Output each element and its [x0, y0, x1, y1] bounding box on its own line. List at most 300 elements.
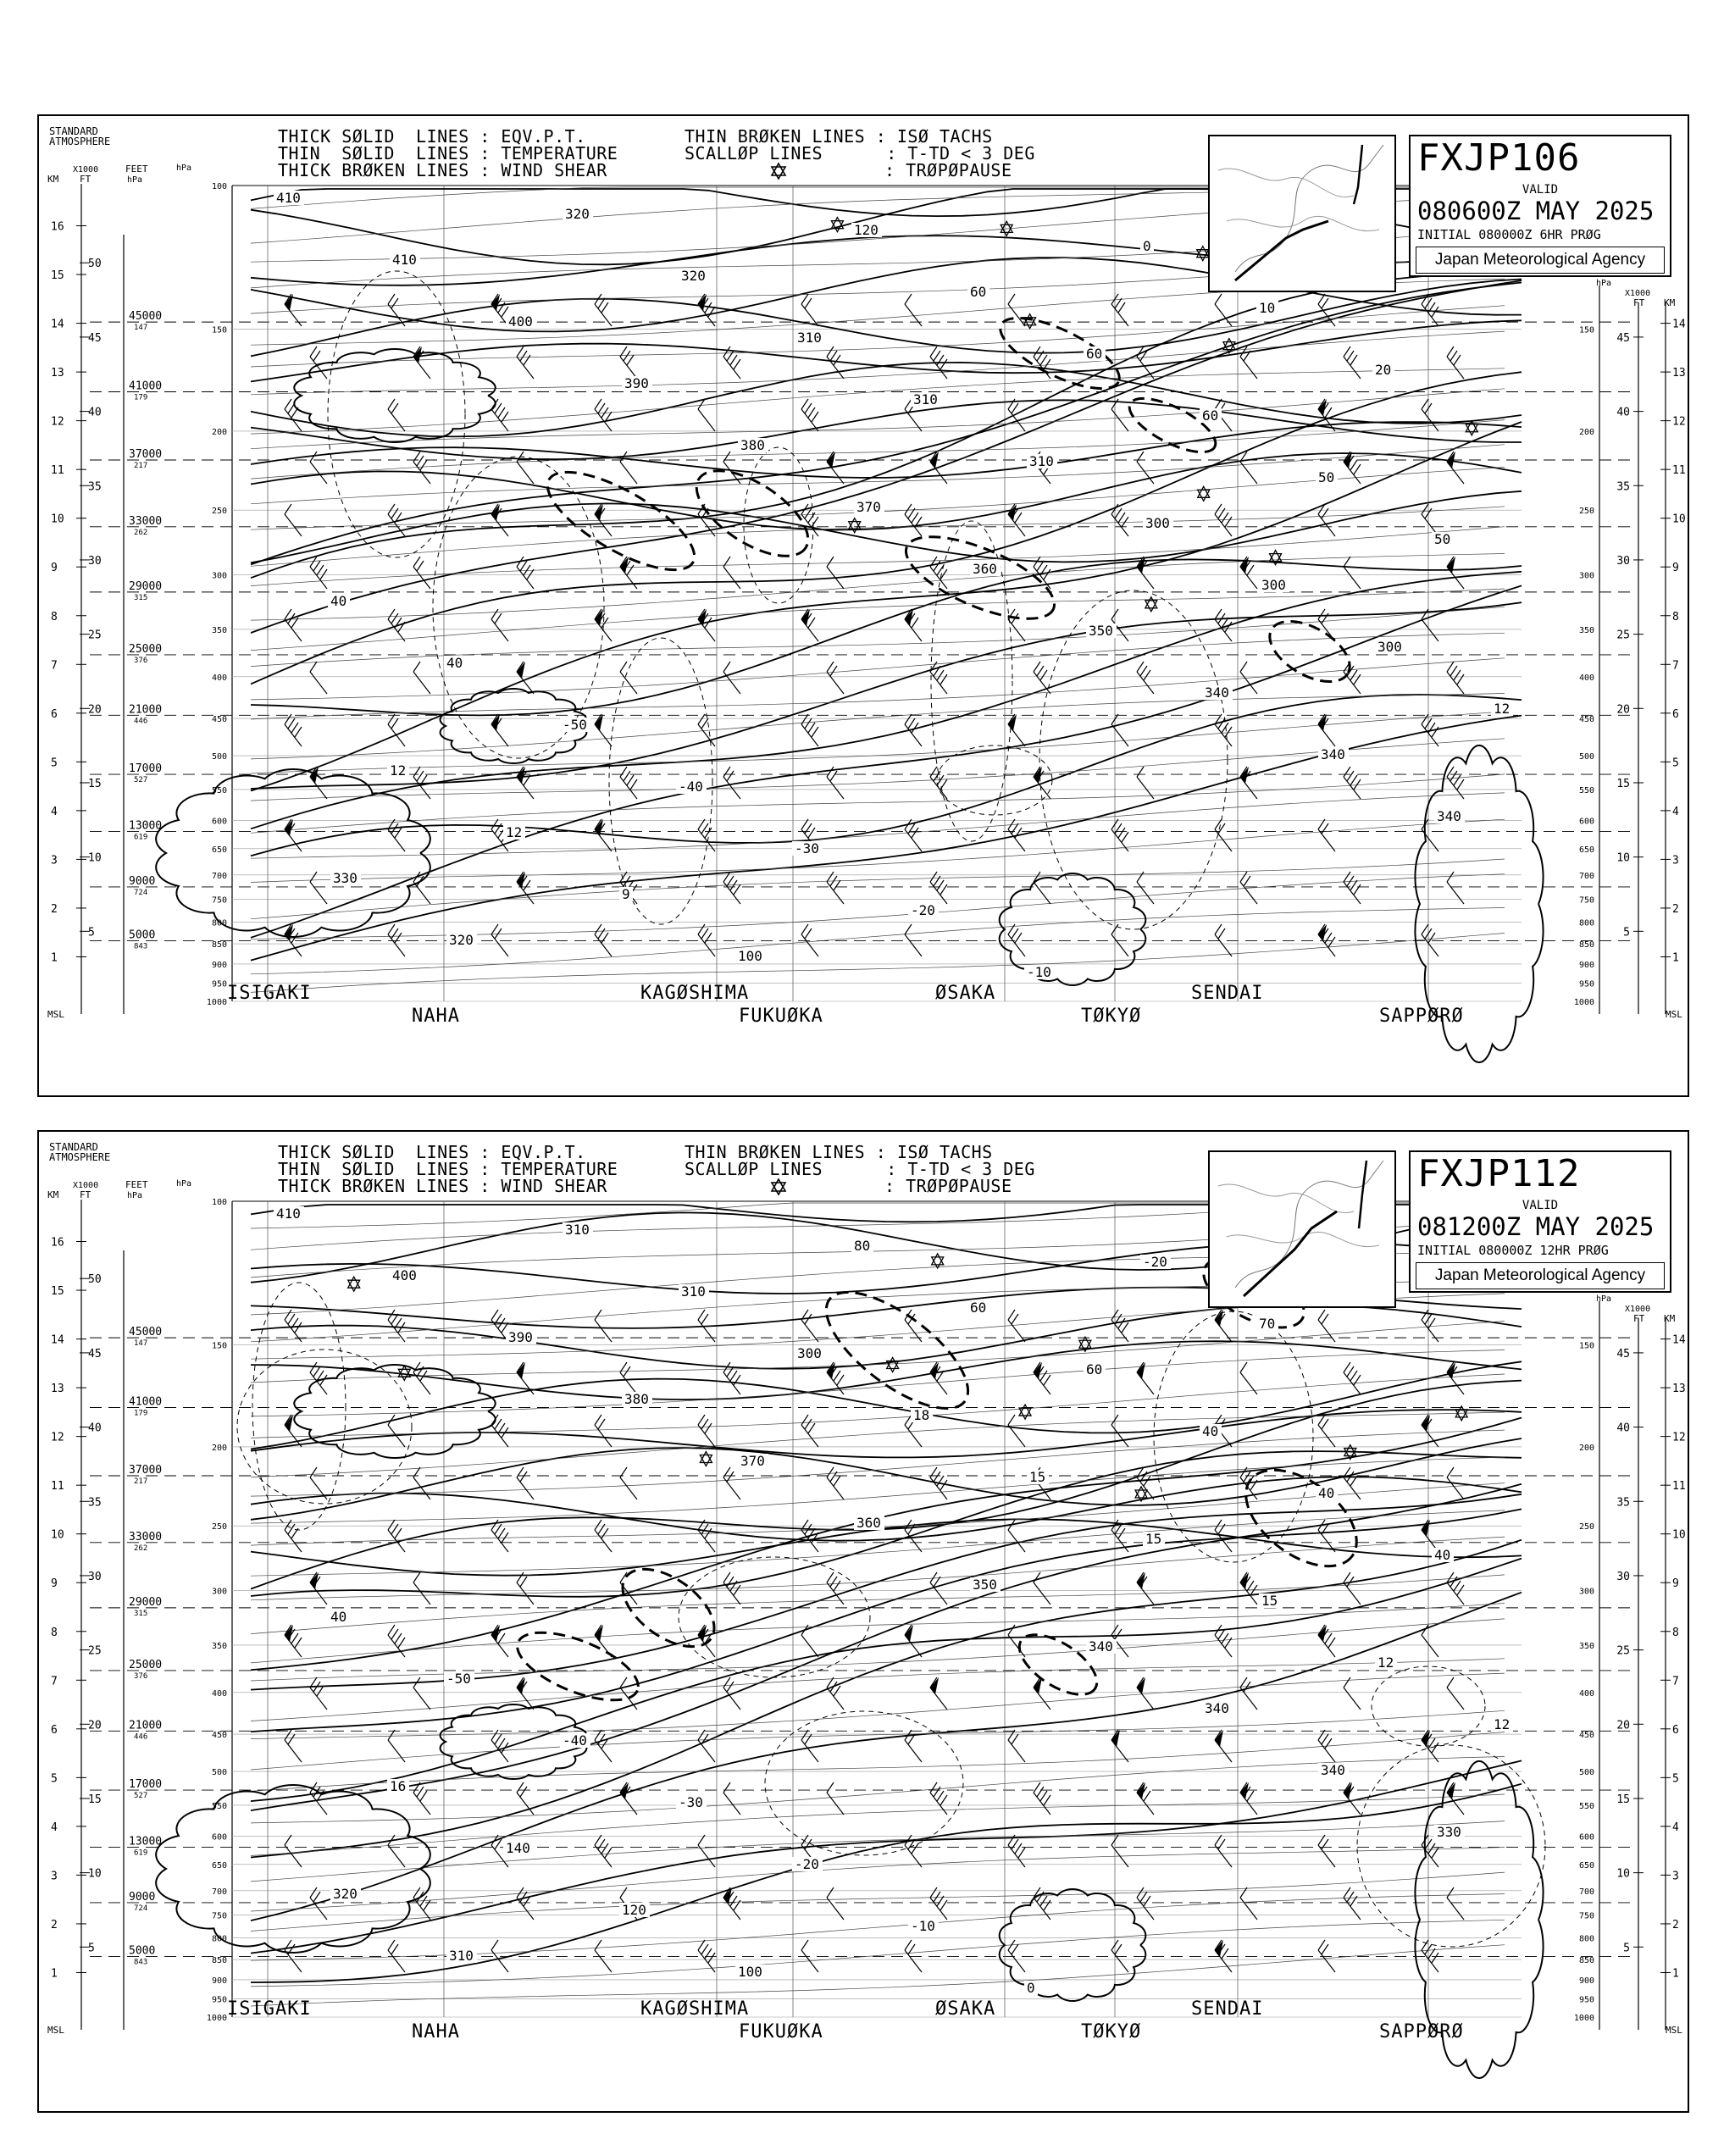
wind-barb-icon	[1008, 399, 1025, 431]
wind-barb-icon	[1344, 1782, 1361, 1815]
station-osaka: ØSAKA	[935, 1998, 996, 2020]
wind-barb-icon	[310, 767, 327, 799]
wind-barb-icon	[1447, 1362, 1464, 1394]
wind-barb-icon	[285, 1940, 302, 1972]
station-kagoshima: KAGØSHIMA	[640, 1998, 750, 2020]
feet-unit-label: FEET	[125, 164, 148, 175]
legend-line-2-left: THIN SØLID LINES : TEMPERATURE	[278, 143, 618, 164]
contour-label: 12	[1494, 701, 1511, 717]
right-kft-tick-label: 25	[1616, 1644, 1630, 1658]
wind-shear-contour	[808, 1272, 985, 1429]
standard-level-feet: 33000	[129, 1530, 163, 1544]
right-msl-label: MSL	[1666, 2025, 1682, 2036]
standard-level-feet: 25000	[129, 642, 163, 656]
tropopause-star-icon	[769, 1178, 788, 1196]
wind-barb-icon	[285, 924, 302, 956]
pressure-tick-label: 100	[211, 182, 227, 191]
pressure-tick-label: 300	[211, 1587, 227, 1597]
wind-barb-icon	[413, 346, 430, 379]
tropopause-star-icon	[932, 1254, 944, 1265]
km-tick-label: 5	[51, 1772, 58, 1786]
standard-level-hpa: 262	[134, 1544, 148, 1553]
km-tick-label: 8	[51, 1626, 58, 1639]
right-km-tick-label: 8	[1672, 1626, 1679, 1639]
right-pressure-tick-label: 600	[1578, 817, 1594, 827]
standard-level-feet: 21000	[129, 1719, 163, 1732]
standard-level-hpa: 843	[134, 1958, 148, 1967]
wind-barb-icon	[491, 1520, 508, 1552]
standard-level-hpa: 315	[134, 1609, 148, 1618]
temperature-line	[251, 589, 1505, 651]
wind-barb-icon	[1008, 1730, 1025, 1762]
hpa-unit-label: hPa	[176, 1179, 192, 1189]
contour-label: -40	[563, 1732, 587, 1749]
ft-unit-label: FT	[80, 174, 91, 185]
contour-label: 100	[738, 948, 762, 964]
right-km-tick-label: 3	[1672, 854, 1679, 867]
wind-barb-icon	[1344, 557, 1361, 589]
wind-barb-icon	[698, 1625, 715, 1657]
contour-label: 40	[330, 1609, 347, 1625]
right-pressure-tick-label: 900	[1578, 1976, 1594, 1986]
wind-barb-icon	[1111, 819, 1128, 851]
contour-label: 15	[1145, 1531, 1162, 1547]
right-km-tick-label: 11	[1672, 464, 1686, 478]
pressure-tick-label: 850	[211, 940, 227, 951]
right-pressure-tick-label: 850	[1578, 940, 1594, 951]
msl-label: MSL	[47, 2025, 64, 2036]
contour-label: 350	[973, 1577, 997, 1593]
contour-label: -20	[795, 1856, 819, 1872]
contour-label: -50	[446, 1671, 471, 1687]
right-kft-tick-label: 40	[1616, 406, 1630, 419]
pressure-tick-label: 750	[211, 1911, 227, 1921]
wind-barb-icon	[801, 1520, 818, 1552]
wind-barb-icon	[1447, 452, 1464, 484]
station-sapporo: SAPPØRØ	[1379, 1006, 1464, 1027]
right-km-tick-label: 13	[1672, 1383, 1686, 1396]
wind-barb-icon	[1344, 1467, 1361, 1499]
legend-line-3-left: THICK BRØKEN LINES : WIND SHEAR	[278, 160, 607, 180]
contour-label: 70	[1259, 1316, 1276, 1332]
temperature-line	[251, 1794, 1505, 1856]
right-km-tick-label: 2	[1672, 902, 1679, 916]
wind-barb-icon	[388, 714, 405, 746]
wind-barb-icon	[1447, 346, 1464, 379]
station-kagoshima: KAGØSHIMA	[640, 983, 750, 1004]
wind-barb-icon	[413, 452, 430, 484]
wind-barb-icon	[801, 924, 818, 956]
wind-barb-icon	[517, 872, 534, 904]
wind-barb-icon	[827, 1677, 844, 1710]
right-km-tick-label: 4	[1672, 1821, 1679, 1834]
wind-barb-icon	[930, 1677, 947, 1710]
right-km-tick-label: 6	[1672, 707, 1679, 721]
wind-barb-icon	[801, 294, 818, 326]
wind-barb-icon	[827, 662, 844, 694]
wind-barb-icon	[413, 1782, 430, 1815]
wind-barb-icon	[1344, 1887, 1361, 1920]
wind-barb-icon	[698, 1835, 715, 1867]
standard-level-feet: 9000	[129, 1890, 156, 1904]
right-kft-tick-label: 15	[1616, 1793, 1630, 1806]
contour-label: 20	[1375, 362, 1392, 378]
contour-label: 310	[797, 330, 822, 346]
contour-label: 390	[508, 1329, 533, 1345]
wind-barb-icon	[801, 609, 818, 641]
tropopause-star-icon	[1019, 1405, 1031, 1416]
km-tick-label: 6	[51, 707, 58, 721]
right-kft-tick-label: 35	[1616, 480, 1630, 494]
standard-level-hpa: 446	[134, 1732, 148, 1742]
pressure-tick-label: 350	[211, 625, 227, 635]
wind-barb-icon	[1447, 1677, 1464, 1710]
km-tick-label: 3	[51, 1870, 58, 1883]
cross-section-panel-1	[37, 114, 1689, 1097]
wind-barb-icon	[595, 819, 612, 851]
kft-tick-label: 45	[88, 331, 102, 345]
right-kft-tick-label: 10	[1616, 1867, 1630, 1881]
eqv-pt-contour	[251, 1410, 1522, 1457]
contour-label: 300	[1377, 639, 1402, 655]
right-kft-tick-label: 15	[1616, 777, 1630, 790]
standard-level-hpa: 179	[134, 1409, 148, 1418]
right-pressure-tick-label: 200	[1578, 1443, 1594, 1453]
km-tick-label: 1	[51, 951, 58, 965]
temperature-line	[251, 1821, 1505, 1882]
temperature-line	[251, 1848, 1505, 1912]
standard-level-feet: 5000	[129, 1944, 156, 1958]
contour-label: -30	[679, 1794, 703, 1810]
wind-barb-icon	[285, 1310, 302, 1342]
km-tick-label: 15	[51, 1285, 64, 1299]
wind-barb-icon	[595, 1415, 612, 1447]
right-km-tick-label: 5	[1672, 1772, 1679, 1786]
pressure-tick-label: 200	[211, 1443, 227, 1453]
wind-barb-icon	[620, 767, 637, 799]
hpa-sub-label: hPa	[127, 1191, 143, 1200]
temperature-line	[251, 1894, 1505, 1961]
contour-label: 40	[1202, 1423, 1219, 1439]
km-tick-label: 11	[51, 464, 64, 478]
wind-barb-icon	[1318, 1415, 1335, 1447]
wind-barb-icon	[413, 1362, 430, 1394]
isotach-contour	[252, 1283, 346, 1530]
km-tick-label: 5	[51, 757, 58, 770]
wind-barb-icon	[595, 1835, 612, 1867]
contour-label: 12	[390, 762, 407, 779]
wind-barb-icon	[1318, 1310, 1335, 1342]
wind-barb-icon	[801, 399, 818, 431]
contour-label: 120	[622, 1902, 646, 1918]
surface-map-icon	[1210, 136, 1394, 291]
contour-label: 120	[854, 222, 879, 238]
contour-label: 340	[1321, 1762, 1345, 1778]
kft-tick-label: 50	[88, 1273, 102, 1287]
moist-scallop-region	[1000, 1889, 1146, 2001]
wind-barb-icon	[1344, 872, 1361, 904]
wind-barb-icon	[388, 924, 405, 956]
station-osaka: ØSAKA	[935, 983, 996, 1004]
pressure-tick-label: 500	[211, 752, 227, 762]
contour-label: 60	[1202, 407, 1219, 424]
wind-barb-icon	[1240, 1362, 1257, 1394]
wind-barb-icon	[1240, 452, 1257, 484]
contour-label: -50	[563, 717, 587, 733]
right-pressure-tick-label: 900	[1578, 960, 1594, 970]
wind-barb-icon	[595, 609, 612, 641]
km-tick-label: 12	[51, 415, 64, 429]
contour-label: 350	[1089, 623, 1113, 639]
kft-tick-label: 20	[88, 1719, 102, 1732]
right-kft-tick-label: 20	[1616, 1719, 1630, 1732]
wind-barb-icon	[1111, 1310, 1128, 1342]
x1000-label: X1000	[73, 165, 99, 175]
right-pressure-tick-label: 650	[1578, 1860, 1594, 1871]
pressure-tick-label: 400	[211, 673, 227, 683]
legend-line-1-right: THIN BRØKEN LINES : ISØ TACHS	[685, 126, 993, 147]
wind-barb-icon	[1318, 1835, 1335, 1867]
contour-label: -20	[1143, 1254, 1167, 1270]
product-id-box-1	[1409, 135, 1671, 277]
km-tick-label: 4	[51, 1821, 58, 1834]
temperature-line	[251, 819, 1505, 882]
wind-barb-icon	[388, 819, 405, 851]
temperature-line	[251, 633, 1505, 700]
wind-barb-icon	[723, 662, 740, 694]
contour-label: 320	[333, 1886, 358, 1902]
right-kft-tick-label: 5	[1623, 926, 1630, 939]
kft-tick-label: 30	[88, 1570, 102, 1583]
kft-tick-label: 5	[88, 926, 95, 939]
km-tick-label: 3	[51, 854, 58, 867]
station-naha: NAHA	[412, 2021, 460, 2042]
right-km-tick-label: 9	[1672, 562, 1679, 575]
contour-label: 50	[1318, 469, 1335, 485]
wind-barb-icon	[620, 346, 637, 379]
pressure-tick-label: 350	[211, 1641, 227, 1651]
wind-barb-icon	[1008, 1415, 1025, 1447]
km-tick-label: 10	[51, 513, 64, 526]
km-unit-label: KM	[47, 174, 59, 185]
standard-level-hpa: 217	[134, 1477, 148, 1487]
standard-level-feet: 37000	[129, 1464, 163, 1477]
right-km-tick-label: 5	[1672, 757, 1679, 770]
wind-barb-icon	[595, 924, 612, 956]
kft-tick-label: 35	[88, 1496, 102, 1510]
wind-barb-icon	[620, 1362, 637, 1394]
right-km-tick-label: 14	[1672, 318, 1686, 331]
initial-time: INITIAL 080000Z 12HR PRØG	[1417, 1243, 1609, 1258]
contour-label: 60	[970, 1300, 987, 1316]
km-tick-label: 2	[51, 1918, 58, 1932]
standard-level-feet: 17000	[129, 1778, 163, 1792]
contour-label: 40	[330, 593, 347, 609]
contour-label: 410	[392, 252, 417, 268]
wind-barb-icon	[1008, 294, 1025, 326]
valid-time: 081200Z MAY 2025	[1417, 1212, 1655, 1241]
pressure-tick-label: 800	[211, 1934, 227, 1944]
wind-barb-icon	[1137, 662, 1154, 694]
tropopause-star-icon	[1079, 1337, 1091, 1348]
pressure-tick-label: 600	[211, 817, 227, 827]
temperature-line	[251, 1920, 1505, 1987]
standard-level-feet: 29000	[129, 579, 163, 593]
wind-barb-icon	[1215, 1310, 1232, 1342]
station-isigaki: ISIGAKI	[227, 983, 312, 1004]
wind-barb-icon	[1240, 767, 1257, 799]
right-pressure-tick-label: 800	[1578, 1934, 1594, 1944]
station-sapporo: SAPPØRØ	[1379, 2021, 1464, 2042]
pressure-tick-label: 700	[211, 871, 227, 881]
wind-barb-icon	[1447, 1887, 1464, 1920]
wind-barb-icon	[285, 1835, 302, 1867]
eqv-pt-contour	[251, 453, 1522, 530]
wind-barb-icon	[517, 452, 534, 484]
wind-barb-icon	[388, 399, 405, 431]
contour-label: 330	[1437, 1824, 1461, 1840]
km-tick-label: 13	[51, 367, 64, 380]
wind-barb-icon	[905, 504, 922, 536]
km-tick-label: 9	[51, 562, 58, 575]
wind-barb-icon	[491, 609, 508, 641]
pressure-tick-label: 150	[211, 325, 227, 335]
contour-label: 340	[1089, 1638, 1113, 1654]
temperature-line	[251, 369, 1505, 434]
pressure-tick-label: 1000	[206, 2014, 227, 2023]
right-km-tick-label: 14	[1672, 1333, 1686, 1347]
wind-barb-icon	[1215, 609, 1232, 641]
wind-barb-icon	[1137, 1782, 1154, 1815]
wind-barb-icon	[801, 714, 818, 746]
standard-level-feet: 5000	[129, 928, 156, 942]
wind-barb-icon	[1240, 1677, 1257, 1710]
wind-barb-icon	[1422, 924, 1438, 956]
pressure-tick-label: 450	[211, 1731, 227, 1741]
standard-level-hpa: 724	[134, 1904, 148, 1913]
tropopause-star-icon	[1019, 1408, 1031, 1419]
right-km-tick-label: 8	[1672, 610, 1679, 624]
isotach-contour	[1357, 1745, 1545, 1947]
right-km-unit-label: KM	[1664, 297, 1676, 308]
standard-level-feet: 21000	[129, 703, 163, 717]
contour-label: 9	[622, 886, 630, 902]
legend-line-2-right: SCALLØP LINES : T-TD < 3 DEG	[685, 1159, 1035, 1179]
wind-barb-icon	[595, 1730, 612, 1762]
standard-level-hpa: 376	[134, 656, 148, 665]
wind-barb-icon	[620, 1782, 637, 1815]
wind-barb-icon	[285, 1520, 302, 1552]
wind-barb-icon	[595, 1940, 612, 1972]
right-pressure-tick-label: 400	[1578, 673, 1594, 683]
wind-barb-icon	[930, 1362, 947, 1394]
kft-tick-label: 10	[88, 1867, 102, 1881]
temperature-line	[251, 389, 1505, 449]
contour-label: 300	[1261, 577, 1286, 593]
right-pressure-tick-label: 950	[1578, 979, 1594, 989]
wind-barb-icon	[1137, 1572, 1154, 1605]
temperature-line	[251, 739, 1505, 801]
standard-level-hpa: 315	[134, 593, 148, 602]
right-km-tick-label: 1	[1672, 1967, 1679, 1981]
standard-level-feet: 45000	[129, 1326, 163, 1339]
right-pressure-tick-label: 650	[1578, 845, 1594, 855]
wind-barb-icon	[517, 346, 534, 379]
wind-barb-icon	[285, 1730, 302, 1762]
wind-barb-icon	[930, 1887, 947, 1920]
right-pressure-tick-label: 500	[1578, 1768, 1594, 1778]
km-tick-label: 10	[51, 1528, 64, 1542]
wind-barb-icon	[723, 1887, 740, 1920]
pressure-tick-label: 750	[211, 895, 227, 906]
wind-barb-icon	[1447, 557, 1464, 589]
station-tokyo: TØKYØ	[1081, 1006, 1142, 1027]
km-tick-label: 7	[51, 659, 58, 673]
wind-barb-icon	[1318, 1625, 1335, 1657]
valid-label: VALID	[1522, 183, 1559, 197]
wind-barb-icon	[1008, 609, 1025, 641]
pressure-tick-label: 400	[211, 1688, 227, 1699]
standard-level-feet: 29000	[129, 1595, 163, 1609]
product-id-box-2	[1409, 1150, 1671, 1293]
right-pressure-tick-label: 150	[1578, 1341, 1594, 1351]
standard-level-feet: 17000	[129, 762, 163, 776]
wind-barb-icon	[801, 1730, 818, 1762]
contour-label: 340	[1205, 684, 1229, 701]
wind-barb-icon	[491, 1940, 508, 1972]
kft-tick-label: 5	[88, 1942, 95, 1955]
right-kft-tick-label: 45	[1616, 1347, 1630, 1361]
right-pressure-tick-label: 700	[1578, 1887, 1594, 1897]
standard-level-feet: 13000	[129, 819, 163, 833]
pressure-tick-label: 550	[211, 785, 227, 795]
contour-label: 60	[970, 284, 987, 300]
right-pressure-tick-label: 750	[1578, 1911, 1594, 1921]
contour-label: 340	[1205, 1700, 1229, 1716]
wind-barb-icon	[698, 924, 715, 956]
temperature-line	[251, 1732, 1505, 1792]
kft-tick-label: 15	[88, 777, 102, 790]
wind-barb-icon	[310, 1677, 327, 1710]
standard-level-feet: 25000	[129, 1658, 163, 1671]
standard-level-hpa: 376	[134, 1671, 148, 1681]
wind-barb-icon	[723, 1782, 740, 1815]
wind-barb-icon	[285, 714, 302, 746]
tropopause-star-icon	[1145, 597, 1157, 608]
standard-level-feet: 41000	[129, 1395, 163, 1409]
right-kft-tick-label: 40	[1616, 1422, 1630, 1435]
wind-barb-icon	[388, 1940, 405, 1972]
station-sendai: SENDAI	[1191, 1998, 1264, 2020]
tropopause-star-icon	[348, 1280, 360, 1291]
right-pressure-tick-label: 800	[1578, 918, 1594, 928]
right-hpa-unit-label: hPa	[1596, 1294, 1612, 1304]
contour-label: 320	[565, 206, 590, 222]
pressure-tick-label: 500	[211, 1768, 227, 1778]
wind-barb-icon	[620, 662, 637, 694]
contour-label: 340	[1437, 808, 1461, 824]
wind-barb-icon	[1344, 662, 1361, 694]
legend-line-1-left: THICK SØLID LINES : EQV.P.T.	[278, 126, 586, 147]
temperature-line	[251, 1673, 1505, 1739]
wind-barb-icon	[1318, 1940, 1335, 1972]
contour-label: -10	[1027, 964, 1051, 980]
wind-barb-icon	[930, 872, 947, 904]
contour-label: 16	[390, 1778, 407, 1794]
kft-tick-label: 45	[88, 1347, 102, 1361]
standard-level-hpa: 446	[134, 717, 148, 726]
temperature-line	[251, 934, 1505, 993]
